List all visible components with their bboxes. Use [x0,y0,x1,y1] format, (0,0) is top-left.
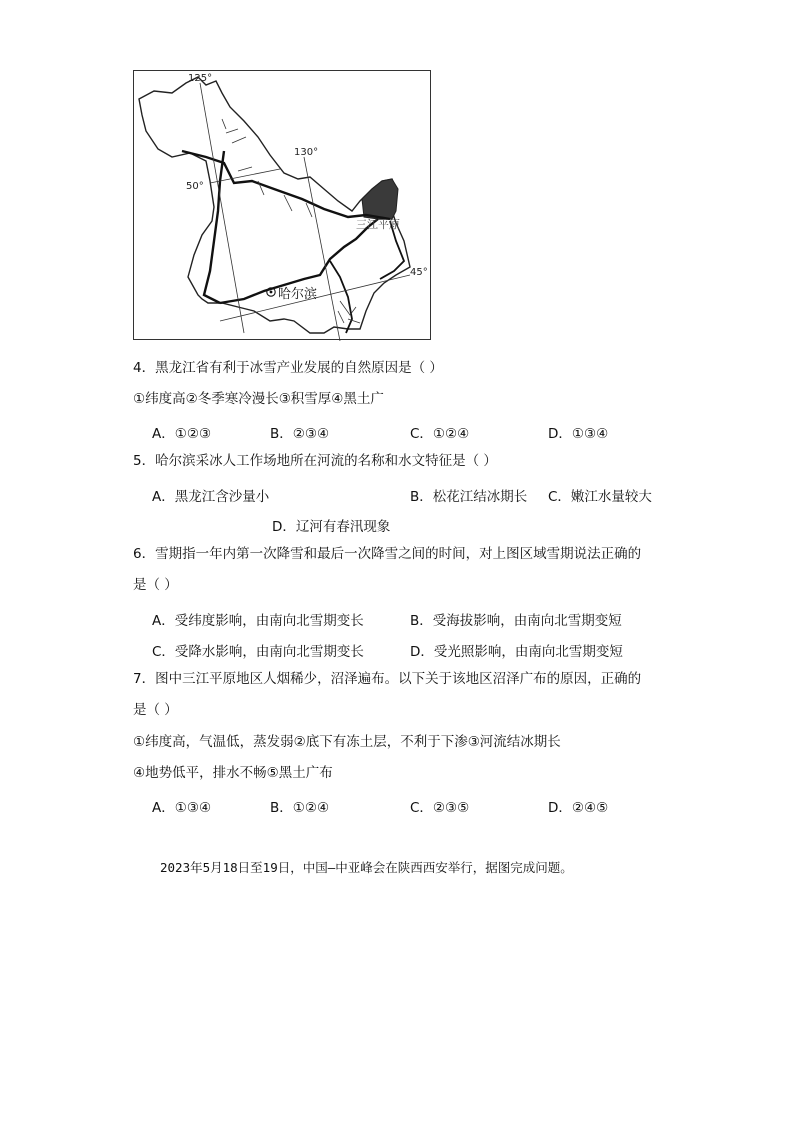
next-section-intro: 2023年5月18日至19日，中国—中亚峰会在陕西西安举行，据图完成问题。 [160,860,573,875]
q7-option-c[interactable]: C．②③⑤ [410,800,470,816]
q6-option-d[interactable]: D．受光照影响，由南向北雪期变短 [410,644,623,660]
q4-option-c[interactable]: C．①②④ [410,426,470,442]
q6-stem-line2: 是（ ） [133,577,178,593]
q7-stem-line1: 7．图中三江平原地区人烟稀少，沼泽遍布。以下关于该地区沼泽广布的原因，正确的 [133,671,642,687]
q7-option-a[interactable]: A．①③④ [152,800,212,816]
q4-option-d[interactable]: D．①③④ [548,426,609,442]
q6-option-a[interactable]: A．受纬度影响，由南向北雪期变长 [152,613,364,629]
q5-stem: 5．哈尔滨采冰人工作场地所在河流的名称和水文特征是（ ） [133,453,497,469]
q6-option-b[interactable]: B．受海拔影响，由南向北雪期变短 [410,613,622,629]
q6-stem-line1: 6．雪期指一年内第一次降雪和最后一次降雪之间的时间，对上图区域雪期说法正确的 [133,546,642,562]
meridian-130 [304,157,340,341]
sanjiang-plain-region [362,179,398,219]
lat50-label: 50° [186,181,204,192]
q6-option-c[interactable]: C．受降水影响，由南向北雪期变长 [152,644,364,660]
q5-option-a[interactable]: A．黑龙江含沙量小 [152,489,270,505]
lon130-label: 130° [294,147,319,158]
q7-stem-line2: 是（ ） [133,702,178,718]
q5-option-b[interactable]: B．松花江结冰期长 [410,489,528,505]
q7-option-d[interactable]: D．②④⑤ [548,800,609,816]
q7-items-line1: ①纬度高，气温低，蒸发弱②底下有冻土层，不利于下渗③河流结冰期长 [133,734,561,750]
sanjiang-label: 三江平原 [356,218,400,231]
q4-items: ①纬度高②冬季寒冷漫长③积雪厚④黑土广 [133,391,384,407]
q4-option-a[interactable]: A．①②③ [152,426,212,442]
songhua-south-branch [330,261,352,333]
q4-stem: 4．黑龙江省有利于冰雪产业发展的自然原因是（ ） [133,360,443,376]
lon125-label: 125° [188,73,213,84]
q7-items-line2: ④地势低平，排水不畅⑤黑土广布 [133,765,333,781]
heilongjiang-map [133,70,431,340]
harbin-label: 哈尔滨 [278,287,318,302]
q5-option-c[interactable]: C．嫩江水量较大 [548,489,652,505]
q7-option-b[interactable]: B．①②④ [270,800,330,816]
q4-option-b[interactable]: B．②③④ [270,426,330,442]
q5-option-d[interactable]: D．辽河有春汛现象 [272,519,391,535]
lat45-label: 45° [410,267,428,278]
